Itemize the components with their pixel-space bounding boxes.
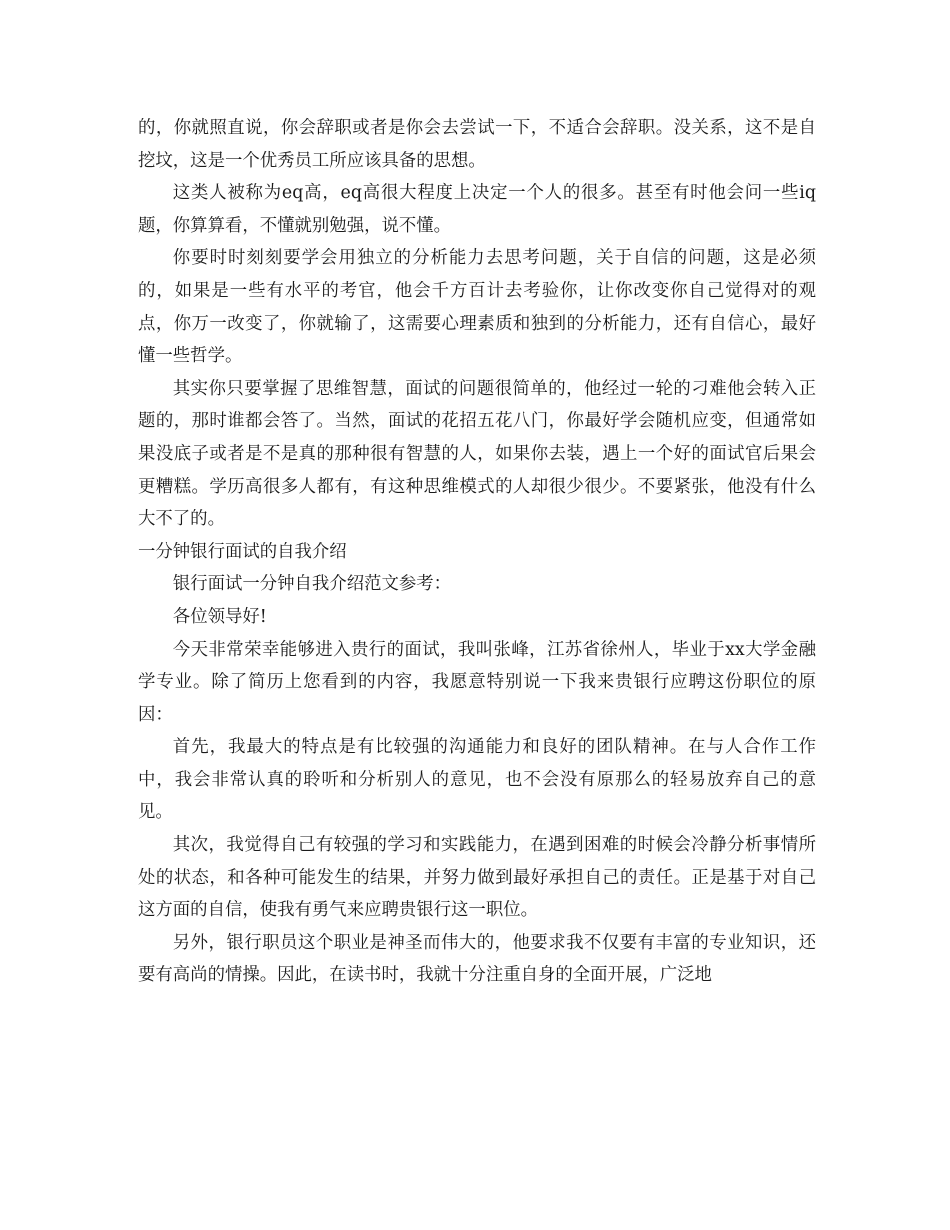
paragraph: 首先，我最大的特点是有比较强的沟通能力和良好的团队精神。在与人合作工作中，我会非常认真的聆听和分析别人的意见，也不会没有原那么的轻易放弃自己的意见。 (138, 737, 816, 823)
paragraph: 另外，银行职员这个职业是神圣而伟大的，他要求我不仅要有丰富的专业知识，还要有高尚的情操。因此，在读书时，我就十分注重自身的全面开展，广泛地 (138, 932, 816, 986)
section-heading: 一分钟银行面试的自我介绍 (138, 541, 347, 562)
paragraph: 的，你就照直说，你会辞职或者是你会去尝试一下，不适合会辞职。没关系，这不是自挖坟，这是一个优秀员工所应该具备的思想。 (138, 118, 816, 171)
paragraph: 其实你只要掌握了思维智慧，面试的问题很简单的，他经过一轮的刁难他会转入正题的，那时谁都会答了。当然，面试的花招五花八门，你最好学会随机应变，但通常如果没底子或者是不是真的那种很有智慧的人，如果你去装，遇上一个好的面试官后果会更糟糕。学历高很多人都有，有这种思维模式的人却很少很少。不要紧张，他没有什么大不了的。 (138, 378, 816, 530)
greeting-line: 各位领导好! (172, 606, 267, 627)
paragraph: 其次，我觉得自己有较强的学习和实践能力，在遇到困难的时候会冷静分析事情所处的状态，和各种可能发生的结果，并努力做到最好承担自己的责任。正是基于对自己这方面的自信，使我有勇气来应聘贵银行这一职位。 (138, 835, 816, 921)
paragraph: 你要时时刻刻要学会用独立的分析能力去思考问题，关于自信的问题，这是必须的，如果是一些有水平的考官，他会千方百计去考验你，让你改变你自己觉得对的观点，你万一改变了，你就输了，这需要心理素质和独到的分析能力，还有自信心，最好懂一些哲学。 (138, 248, 816, 367)
document-body (138, 112, 816, 992)
paragraph: 银行面试一分钟自我介绍范文参考： (172, 574, 452, 595)
paragraph: 今天非常荣幸能够进入贵行的面试，我叫张峰，江苏省徐州人，毕业于xx大学金融学专业。除了简历上您看到的内容，我愿意特别说一下我来贵银行应聘这份职位的原因： (138, 639, 816, 725)
paragraph: 这类人被称为eq高，eq高很大程度上决定一个人的很多。甚至有时他会问一些iq题，你算算看，不懂就别勉强，说不懂。 (138, 183, 816, 236)
